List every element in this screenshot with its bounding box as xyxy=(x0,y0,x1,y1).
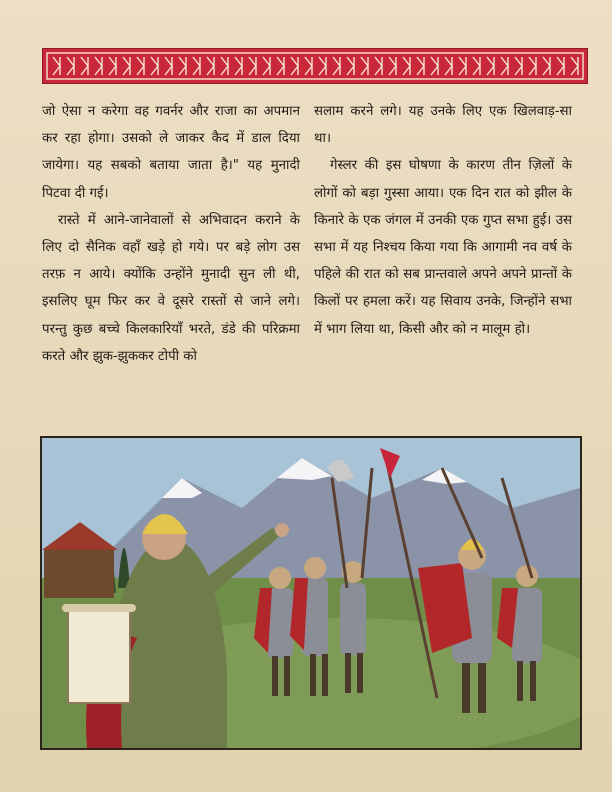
right-paragraph-1: सलाम करने लगे। यह उनके लिए एक खिलवाड़-सा था। xyxy=(314,104,572,147)
left-paragraph-1: जो ऐसा न करेगा वह गवर्नर और राजा का अपमान कर रहा होगा। उसको ले जाकर कैद में डाल दिया जायेगा। यह सबको बताया जाता है।" यह मुनादी पिटवा दी गई। xyxy=(42,104,300,201)
left-text-column xyxy=(42,98,300,370)
proclamation-scroll xyxy=(68,608,130,703)
herald-scene-image xyxy=(42,438,580,748)
story-illustration xyxy=(40,436,582,750)
decorative-header-banner xyxy=(42,48,588,84)
right-text-column xyxy=(314,98,572,343)
banner-pattern xyxy=(43,49,587,83)
left-paragraph-2: रास्ते में आने-जानेवालों से अभिवादन कराने के लिए दो सैनिक वहाँ खड़े हो गये। पर बड़े लोग उस तरफ़ न आये। क्योंकि उन्होंने मुनादी सुन ली थी, इसलिए घूम फिर कर वे दूसरे रास्तों से जाने लगे। परन्तु कुछ बच्चे किलकारियाँ भरते, डंडे की परिक्रमा करते और झुक-झुककर टोपी को xyxy=(42,212,300,364)
wooden-hut xyxy=(44,548,114,598)
right-paragraph-2: गेस्लर की इस घोषणा के कारण तीन ज़िलों के लोगों को बड़ा गुस्सा आया। एक दिन रात को झील के किनारे के एक जंगल में उनकी एक गुप्त सभा हुई। उस सभा में यह निश्चय किया गया कि आगामी नव वर्ष के पहिले की रात को सब प्रान्तवाले अपने अपने प्रान्तों के किलों पर हमला करें। यह सिवाय उनके, जिन्होंने सभा में भाग लिया था, किसी और को न मालूम हो। xyxy=(314,158,572,337)
